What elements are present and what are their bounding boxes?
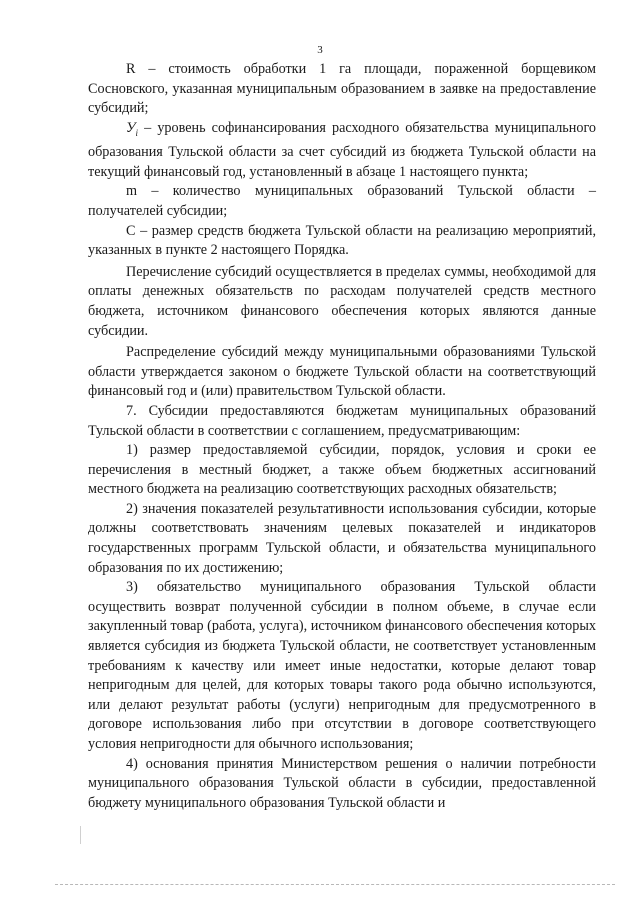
paragraph-distribution: Распределение субсидий между муниципальными образованиями Тульской области утверждается законом о бюджете Тульской области на соответствующий финансовый год и (или) правительством Тульской области. [88,344,596,400]
paragraph-subitem-3: 3) обязательство муниципального образования Тульской области осуществить возврат полученной субсидии в полном объеме, в случае если закупленный товар (работа, услуга), источником финансового обеспечения которых является субсидия из бюджета Тульской области, не соответствует установленным требованиям к качеству или имеет иные недостатки, которые делают товар непригодным для целей, для которых товары такого рода обычно используются, или делают результат работы (услуги) непригодным для предусмотренного в договоре использования либо при отсутствии в договоре соответствующего условия непригодности для обычного использования; [88,579,596,753]
paragraph-subitem-4: 4) основания принятия Министерством решения о наличии потребности муниципального образования Тульской области в субсидии, предоставленной бюджету муниципального образования Тульской области и [88,755,596,811]
paragraph-y-text: – уровень софинансирования расходного обязательства муниципального образования Тульской области за счет субсидий из бюджета Тульской области на текущий финансовый год, установленный в абзаце 1 настоящего пункта; [88,119,597,180]
paragraph-m-definition: m – количество муниципальных образований Тульской области – получателей субсидии; [88,183,596,219]
paragraph-subitem-2: 2) значения показателей результативности использования субсидии, которые должны соответствовать значениям целевых показателей и индикаторов государственных программ Тульской области, и обязательства муниципального образования по их достижению; [88,500,596,576]
scan-bottom-line [55,884,615,885]
paragraph-y-definition [88,119,596,183]
page-number: 3 [317,44,323,56]
paragraph-c-definition: С – размер средств бюджета Тульской области на реализацию мероприятий, указанных в пункте 2 настоящего Порядка. [88,222,596,259]
document-body [88,60,596,813]
paragraph-subitem-1: 1) размер предоставляемой субсидии, порядок, условия и сроки ее перечисления в местный бюджет, а также объем бюджетных ассигнований местного бюджета на реализацию соответствующих расходных обязательств; [88,442,596,498]
scan-margin-mark [80,826,81,844]
variable-y-symbol: $У_i$ [126,119,139,138]
paragraph-r-definition: R – стоимость обработки 1 га площади, пораженной борщевиком Сосновского, указанная муниципальным образованием в заявке на предоставление субсидий; [88,61,596,117]
paragraph-transfer: Перечисление субсидий осуществляется в пределах суммы, необходимой для оплаты денежных обязательств по расходам получателей средств местного бюджета, источником финансового обеспечения которых являются данные субсидии. [88,263,596,339]
paragraph-item-7: 7. Субсидии предоставляются бюджетам муниципальных образований Тульской области в соответствии с соглашением, предусматривающим: [88,402,596,439]
